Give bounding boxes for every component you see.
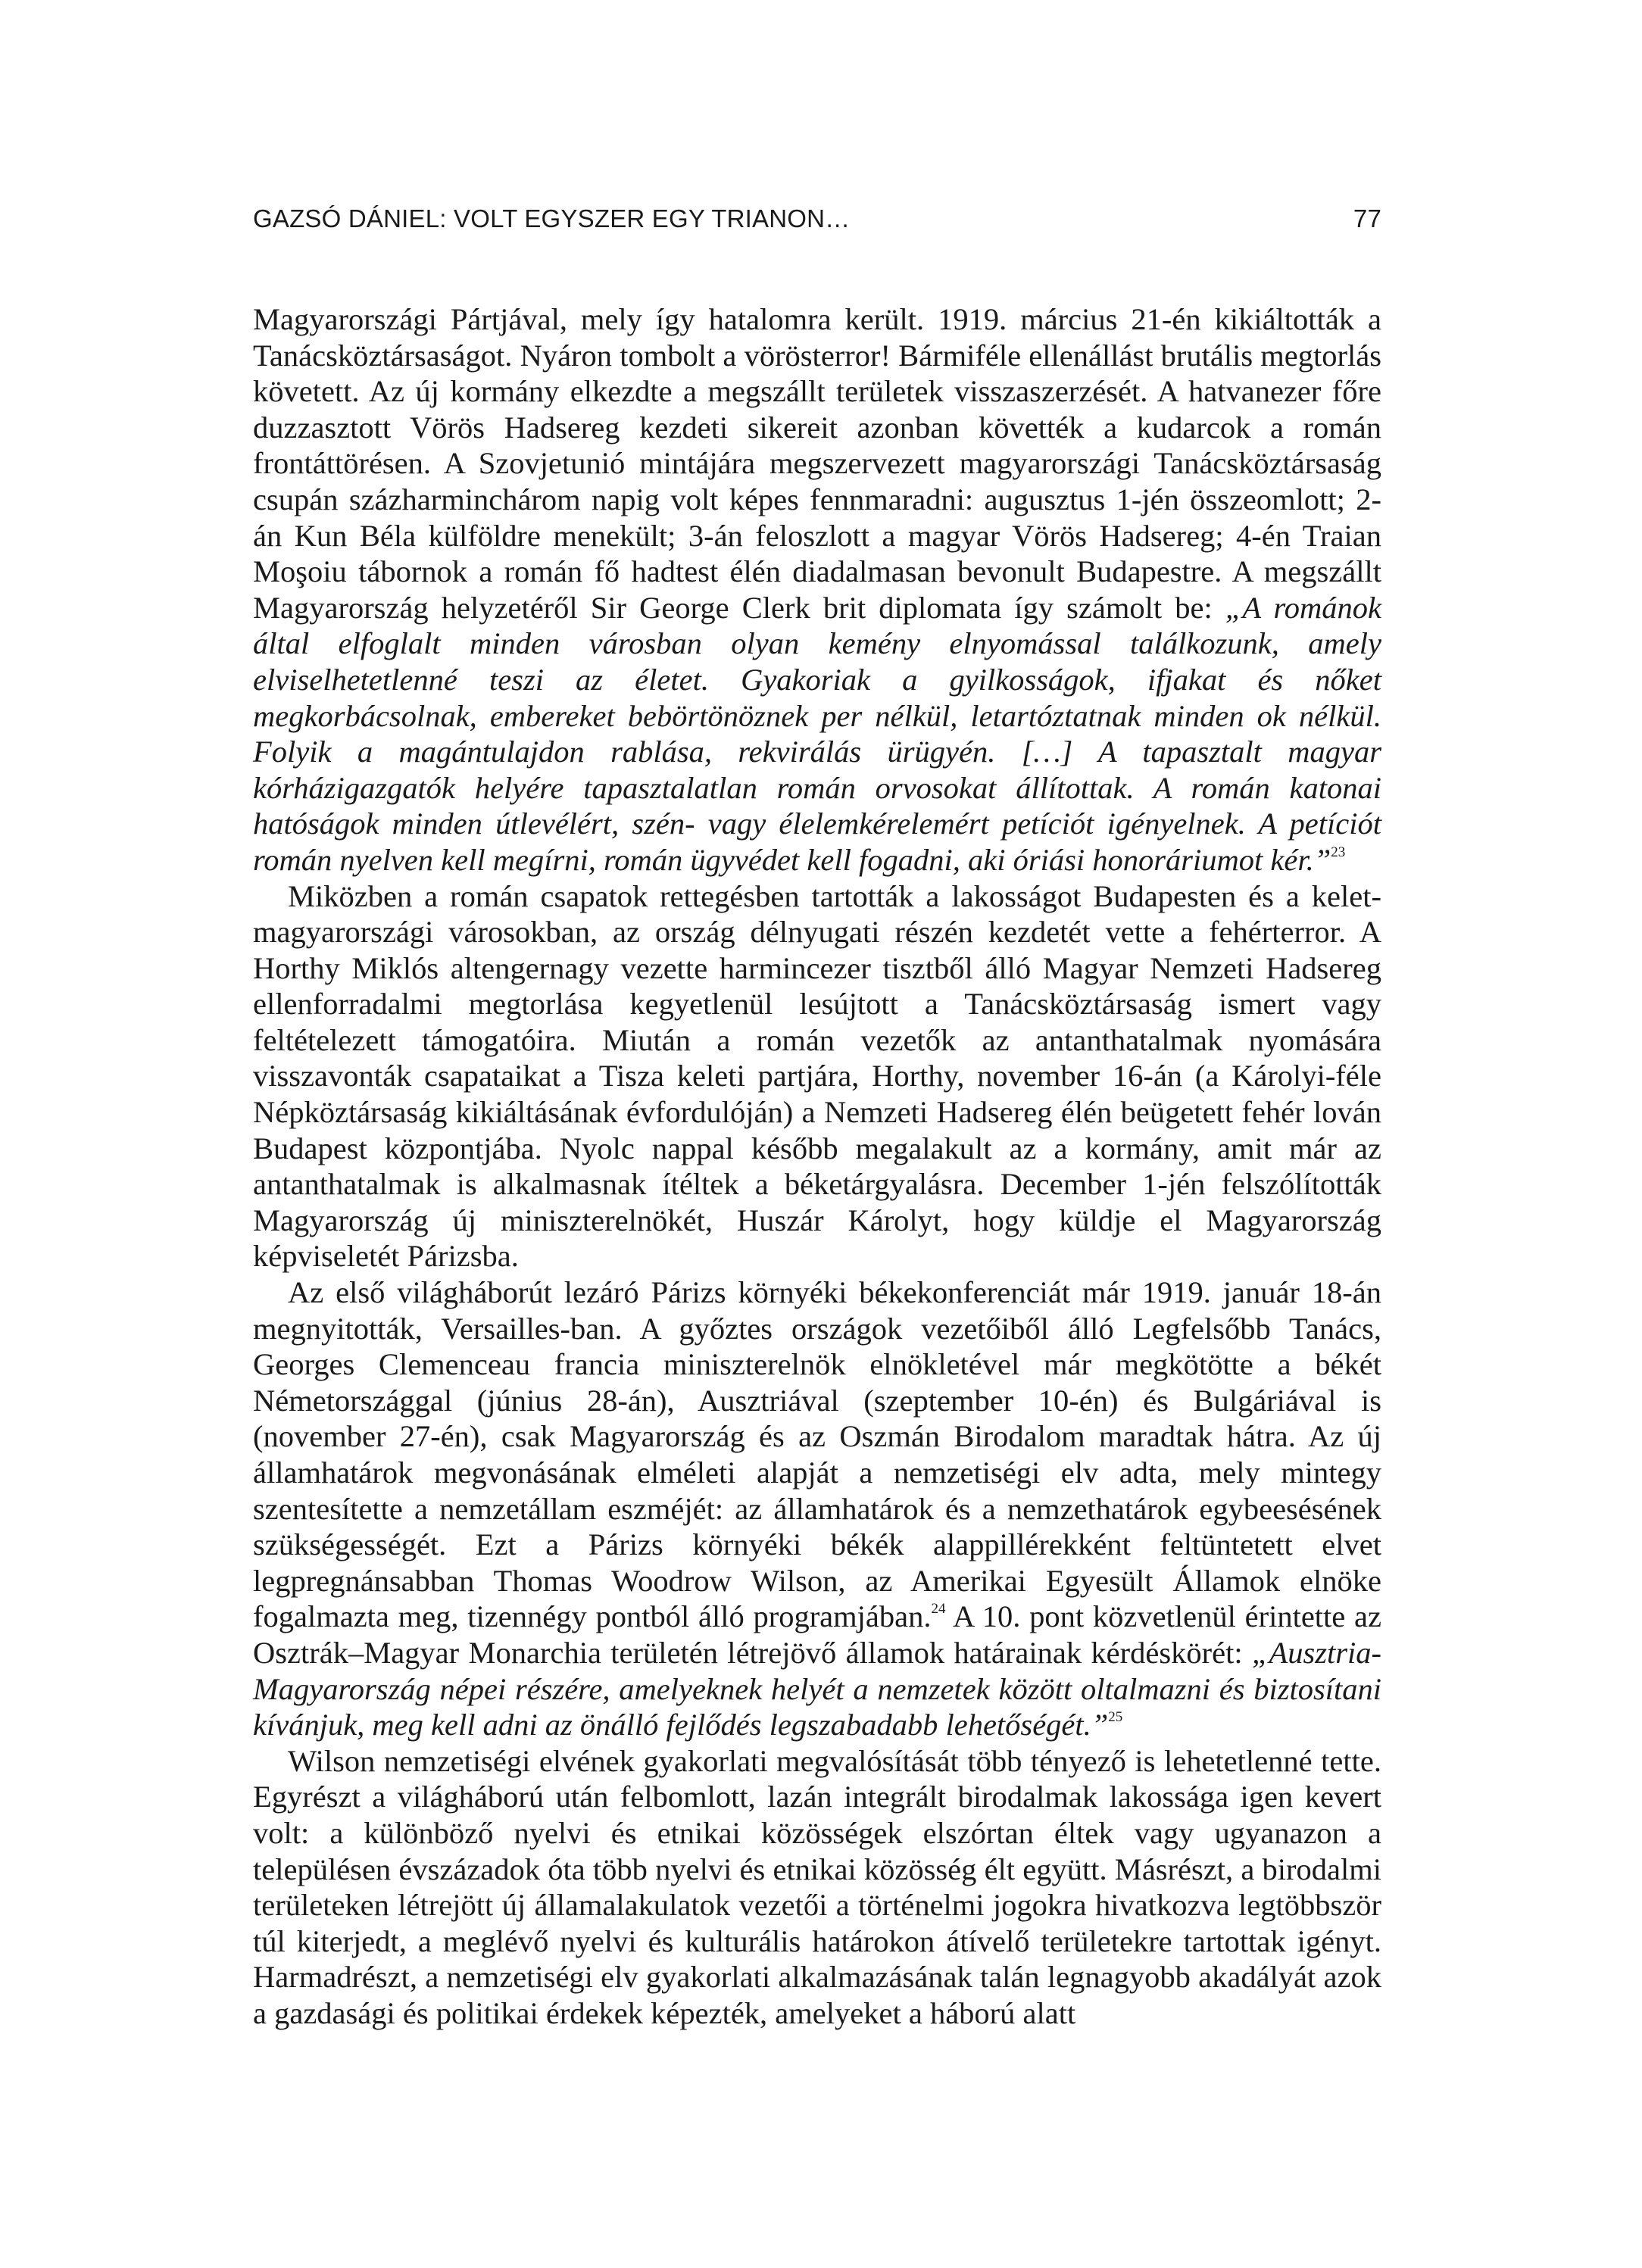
page-number: 77 — [1353, 204, 1381, 232]
footnote-ref: 24 — [931, 1601, 946, 1618]
paragraph-text: Az első világháborút lezáró Párizs környéki békekonferenciát már 1919. január 18-án megnyitották, Versailles-ban. A győztes országok vezetőiből álló Legfelsőbb Tanács, Georges Clemenceau francia miniszterelnök elnökletével már megkötötte a békét Németországgal (június 28-án), Ausztriával (szeptember 10-én) és Bulgáriával is (november 27-én), csak Magyarország és az Oszmán Birodalom maradtak hátra. Az új államhatárok megvonásának elméleti alapját a nemzetiségi elv adta, mely mintegy szentesítette a nemzetállam eszméjét: az államhatárok és a nemzethatárok egybeesésének szükségességét. Ezt a Párizs környéki békék alappillérekként feltüntetett elvet legpregnánsabban Thomas Woodrow Wilson, az Amerikai Egyesült Államok elnöke fogalmazta meg, tizennégy pontból álló programjában. — [253, 1275, 1381, 1634]
quotation: „A románok által elfoglalt minden városban olyan kemény elnyomással találkozunk, amely elviselhetetlenné teszi az életet. Gyakoriak a gyilkosságok, ifjakat és nőket megkorbácsolnak, embereket bebörtönöznek per nélkül, letartóztatnak minden ok nélkül. Folyik a magántulajdon rablása, rekvirálás ürügyén. […] A tapasztalt magyar kórházigazgatók helyére tapasztalatlan román orvosokat állítottak. A román katonai hatóságok minden útlevélért, szén- vagy élelemkérelemért petíciót igényelnek. A petíciót román nyelven kell megírni, román ügyvédet kell fogadni, aki óriási honoráriumot kér.” — [253, 590, 1381, 877]
paragraph-text: A 10. pont közvetlenül érintette az Osztrák–Magyar Monarchia területén létrejövő államok határainak kérdéskörét: — [253, 1599, 1381, 1670]
paragraph-2 — [253, 878, 1381, 1275]
paragraph-text: Miközben a román csapatok rettegésben tartották a lakosságot Budapesten és a kelet-magyarországi városokban, az ország délnyugati részén kezdetét vette a fehérterror. A Horthy Miklós altengernagy vezette harmincezer tisztből álló Magyar Nemzeti Hadsereg ellenforradalmi megtorlása kegyetlenül lesújtott a Tanácsköztársaság ismert vagy feltételezett támogatóira. Miután a román vezetők az antanthatalmak nyomására visszavonták csapataikat a Tisza keleti partjára, Horthy, november 16-án (a Károlyi-féle Népköztársaság kikiáltásának évfordulóján) a Nemzeti Hadsereg élén beügetett fehér lován Budapest központjába. Nyolc nappal később megalakult az a kormány, amit már az antanthatalmak is alkalmasnak ítéltek a béketárgyalásra. December 1-jén felszólították Magyarország új miniszterelnökét, Huszár Károlyt, hogy küldje el Magyarország képviseletét Párizsba. — [253, 878, 1381, 1274]
body-text — [253, 301, 1381, 2032]
paragraph-1 — [253, 301, 1381, 878]
paragraph-text: Wilson nemzetiségi elvének gyakorlati megvalósítását több tényező is lehetetlenné tette. Egyrészt a világháború után felbomlott, lazán integrált birodalmak lakossága igen kevert volt: a különböző nyelvi és etnikai közösségek elszórtan éltek vagy ugyanazon a településen évszázadok óta több nyelvi és etnikai közösség élt együtt. Másrészt, a birodalmi területeken létrejött új államalakulatok vezetői a történelmi jogokra hivatkozva legtöbbször túl kiterjedt, a meglévő nyelvi és kulturális határokon átívelő területekre tartottak igényt. Harmadrészt, a nemzetiségi elv gyakorlati alkalmazásának talán legnagyobb akadályát azok a gazdasági és politikai érdekek képezték, amelyeket a háború alatt — [253, 1743, 1381, 2030]
running-header — [253, 204, 1381, 242]
paragraph-3 — [253, 1274, 1381, 1743]
quotation: „Ausztria-Magyarország népei részére, amelyeknek helyét a nemzetek között oltalmazni és biztosítani kívánjuk, meg kell adni az önálló fejlődés legszabadabb lehetőségét.” — [253, 1635, 1381, 1742]
paragraph-4 — [253, 1743, 1381, 2032]
running-title: GAZSÓ DÁNIEL: VOLT EGYSZER EGY TRIANON… — [253, 204, 851, 232]
paragraph-text: Magyarországi Pártjával, mely így hatalomra került. 1919. március 21-én kikiáltották a Tanácsköztársaságot. Nyáron tombolt a vörösterror! Bármiféle ellenállást brutális megtorlás követett. Az új kormány elkezdte a megszállt területek visszaszerzését. A hatvanezer főre duzzasztott Vörös Hadsereg kezdeti sikereit azonban követték a kudarcok a román frontáttörésen. A Szovjetunió mintájára megszervezett magyarországi Tanácsköztársaság csupán százharminchárom napig volt képes fennmaradni: augusztus 1-jén összeomlott; 2-án Kun Béla külföldre menekült; 3-án feloszlott a magyar Vörös Hadsereg; 4-én Traian Moşoiu tábornok a román fő hadtest élén diadalmasan bevonult Budapestre. A megszállt Magyarország helyzetéről Sir George Clerk brit diplomata így számolt be: — [253, 302, 1381, 625]
footnote-ref: 25 — [1108, 1709, 1123, 1726]
footnote-ref: 23 — [1331, 844, 1346, 860]
